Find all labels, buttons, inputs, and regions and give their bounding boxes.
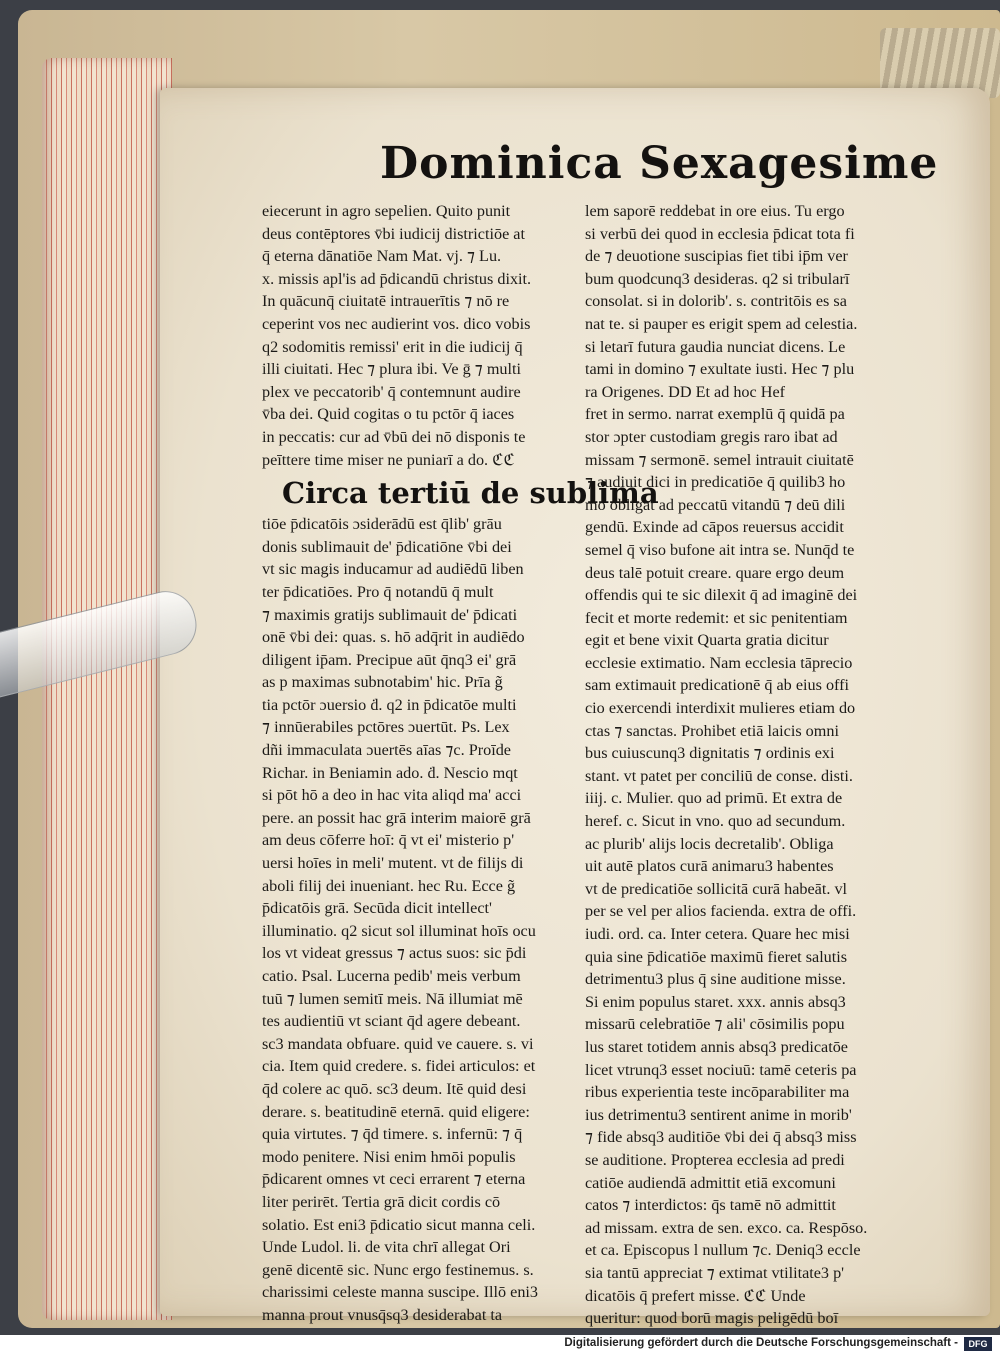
- text-line: ecclesie extimatio. Nam ecclesia tāprecio: [585, 653, 853, 672]
- text-line: sc3 mandata obfuare. quid ve cauere. s. vi: [262, 1034, 534, 1053]
- text-line: tes audientiū vt sciant q̄d agere debeant.: [262, 1012, 521, 1031]
- text-line: ter p̄dicatiōes. Pro q̄ notandū q̄ mult: [262, 582, 494, 601]
- text-line: queritur: quod borū magis peligēdū boī: [585, 1309, 839, 1328]
- text-line: pere. an possit hac grā interim maiorē grā: [262, 808, 531, 827]
- text-line: uit autē platos curā animaru3 habentes: [585, 857, 834, 876]
- text-line: genē dicentē sic. Nunc ergo festinemus. s.: [262, 1260, 534, 1279]
- text-line: los vt videat gressus ⁊ actus suos: sic p̄di: [262, 944, 527, 963]
- text-line: derare. s. beatitudinē eternā. quid eligere:: [262, 1102, 530, 1121]
- text-line: ad missam. extra de sen. exco. ca. Respōso.: [585, 1218, 868, 1237]
- text-line: stant. vt patet per conciliū de conse. disti.: [585, 766, 853, 785]
- text-line: vt sic magis inducamur ad audiēdū liben: [262, 560, 524, 579]
- left-column: [262, 200, 659, 1327]
- text-line: missarū celebratiōe ⁊ ali' cōsimilis popu: [585, 1015, 845, 1034]
- text-line: missam ⁊ sermonē. semel intrauit ciuitatē: [585, 450, 854, 469]
- text-line: ius detrimentu3 sentirent anime in morib': [585, 1105, 852, 1124]
- text-line: uersi hoīes in meli' mutent. vt de filijs di: [262, 854, 524, 873]
- text-line: cia. Item quid credere. s. fidei articulos: et: [262, 1057, 536, 1076]
- text-line: modo penitere. Nisi enim hmōi populis: [262, 1147, 516, 1166]
- text-line: in peccatis: cur ad v̄bū dei nō disponis te: [262, 427, 526, 446]
- right-column: [585, 200, 900, 1330]
- text-line: lus staret totidem annis absq3 predicatōe: [585, 1037, 848, 1056]
- text-line: solatio. Est eni3 p̄dicatio sicut manna celi.: [262, 1215, 536, 1234]
- left-column-bottom: [262, 513, 582, 1326]
- text-line: deus talē potuit creare. quare ergo deum: [585, 563, 845, 582]
- text-line: liter perirēt. Tertia grā dicit cordis cō: [262, 1192, 501, 1211]
- text-line: stor ɔpter custodiam gregis raro ibat ad: [585, 427, 838, 446]
- text-line: cio exercendi interdixit mulieres etiam do: [585, 699, 856, 718]
- text-line: Richar. in Beniamin ado. ḋ. Nescio mqt: [262, 763, 518, 782]
- left-column-top: [262, 200, 582, 471]
- text-line: tia pctōr ɔuersio ḋ. q2 in p̄dicatōe multi: [262, 695, 517, 714]
- text-line: si pōt hō a deo in hac vita aliqd ma' acci: [262, 786, 522, 805]
- text-line: heref. c. Sicut in vno. quo ad secundum.: [585, 812, 846, 831]
- text-line: charissimi celeste manna suscipe. Illō eni3: [262, 1283, 539, 1302]
- text-line: plex ve peccatorib' q̄ contemnunt audire: [262, 382, 521, 401]
- text-line: per se vel per alios facienda. extra de offi.: [585, 902, 857, 921]
- text-line: nat te. si pauper es erigit spem ad celestia.: [585, 314, 858, 333]
- text-line: ⁊ innūerabiles pctōres ɔuertūt. Ps. Lex: [262, 718, 510, 737]
- text-line: ac plurib' alijs locis decretalib'. Obliga: [585, 834, 834, 853]
- text-line: de ⁊ deuotione suscipias fiet tibi ip̄m ver: [585, 247, 848, 266]
- text-line: Si enim populus staret. xxx. annis absq3: [585, 992, 846, 1011]
- text-line: v̄ba dei. Quid cogitas o tu pctōr q̄ iaces: [262, 405, 515, 424]
- text-line: si letarī futura gaudia nunciat dicens. Le: [585, 337, 846, 356]
- text-line: vt de predicatiōe sollicitā curā habeāt. vl: [585, 879, 848, 898]
- text-line: quia virtutes. ⁊ q̄d timere. s. infernū: ⁊ q̄: [262, 1125, 523, 1144]
- text-line: q̄ eterna dānatiōe Nam Mat. vj. ⁊ Lu.: [262, 247, 502, 266]
- text-line: mo obligat ad peccatū vitandū ⁊ deū dili: [585, 495, 846, 514]
- text-line: sam extimauit predicationē q̄ ab eius offi: [585, 676, 850, 695]
- text-line: lem saporē reddebat in ore eius. Tu ergo: [585, 202, 845, 220]
- text-line: deus contēptores v̄bi iudicij districtiōe at: [262, 224, 525, 243]
- text-line: ⁊ audiuit dici in predicatiōe q̄ quilib3 ho: [585, 473, 846, 492]
- text-line: detrimentu3 plus q̄ sine auditione misse.: [585, 970, 846, 989]
- text-line: p̄dicatōis grā. Secūda dicit intellect': [262, 899, 492, 918]
- text-line: dicatōis q̄ prefert misse. ℭℭ Unde: [585, 1286, 806, 1305]
- text-line: aboli filij dei inueniant. hec Ru. Ecce g̃: [262, 876, 516, 895]
- text-line: sia tantū appreciat ⁊ extimat vtilitate3 p': [585, 1263, 845, 1282]
- text-line: fret in sermo. narrat exemplū q̄ quidā pa: [585, 405, 845, 424]
- text-line: bus cuiuscunq3 dignitatis ⁊ ordinis exi: [585, 744, 835, 763]
- text-line: manna prout vnusq̄sq3 desiderabat ta: [262, 1305, 503, 1324]
- section-subheading: Circa tertiū de sublima: [282, 476, 659, 511]
- text-line: q2 sodomitis remissi' erit in die iudicij q̄: [262, 337, 523, 356]
- text-line: as p maximas subnotabim' hic. Prīa g̃: [262, 673, 503, 692]
- text-line: et ca. Episcopus l nullum ⁊c. Deniq3 eccle: [585, 1241, 861, 1260]
- text-line: catiōe audiendā admittit etiā excomuni: [585, 1173, 836, 1192]
- text-line: quia sine p̄dicatiōe maximū fieret salutis: [585, 947, 848, 966]
- text-line: am deus cōferre hoī: q̄ vt ei' misterio p': [262, 831, 515, 850]
- text-line: q̄d colere ac quō. sc3 deum. Itē quid desi: [262, 1079, 527, 1098]
- text-line: bum quodcunq3 desideras. q2 si tribularī: [585, 269, 850, 288]
- text-line: consolat. si in dolorib'. s. contritōis es sa: [585, 292, 847, 311]
- text-line: onē v̄bi dei: quas. s. hō adq̄rit in audiēdo: [262, 628, 525, 647]
- text-line: ctas ⁊ sanctas. Prohibet etiā laicis omni: [585, 721, 839, 740]
- text-line: eiecerunt in agro sepelien. Quito punit: [262, 202, 511, 220]
- text-line: p̄dicarent omnes vt ceci errarent ⁊ eterna: [262, 1170, 526, 1189]
- text-line: licet vtrunq3 esset nociuū: tamē ceteris pa: [585, 1060, 857, 1079]
- text-line: iudi. ord. ca. Inter cetera. Quare hec misi: [585, 925, 850, 943]
- text-line: ra Origenes. DD Et ad hoc Hef: [585, 382, 786, 401]
- text-line: illuminatio. q2 sicut sol illuminat hoīs ocu: [262, 921, 536, 940]
- page-fore-edge: [42, 58, 172, 1320]
- text-line: ribus experientia teste incōparabiliter ma: [585, 1083, 850, 1102]
- text-line: offendis qui te sic dilexit q̄ ad imaginē dei: [585, 586, 858, 605]
- text-line: donis sublimauit de' p̄dicatiōne v̄bi dei: [262, 537, 512, 556]
- text-line: gendū. Exinde ad cāpos reuersus accidit: [585, 518, 844, 537]
- text-line: fecit et morte redemit: et sic penitentiam: [585, 608, 848, 627]
- text-line: x. missis apl'is ad p̄dicandū christus dixit.: [262, 269, 532, 288]
- text-line: se auditione. Propterea ecclesia ad predi: [585, 1150, 845, 1169]
- text-line: In quācunq̄ ciuitatē intrauerītis ⁊ nō re: [262, 292, 510, 311]
- text-line: Unde Ludol. li. de vita chrī allegat Ori: [262, 1238, 511, 1257]
- text-line: iiij. c. Mulier. quo ad primū. Et extra de: [585, 789, 843, 808]
- text-line: catos ⁊ interdictos: q̄s tamē nō admittit: [585, 1196, 836, 1215]
- text-line: illi ciuitati. Hec ⁊ plura ibi. Ve ḡ ⁊ multi: [262, 360, 522, 379]
- text-line: ceperint vos nec audierint vos. dico vobis: [262, 314, 531, 333]
- text-line: ⁊ maximis gratijs sublimauit de' p̄dicati: [262, 605, 518, 624]
- footer-credit: Digitalisierung gefördert durch die Deutsche Forschungsgemeinschaft -: [564, 1337, 958, 1349]
- text-line: tiōe p̄dicatōis ɔsiderādū est q̄lib' grāu: [262, 515, 502, 534]
- text-line: egit et bene vixit Quarta gratia dicitur: [585, 631, 829, 650]
- text-line: peīttere time miser ne puniarī a do. ℭℭ: [262, 450, 515, 469]
- text-line: tuū ⁊ lumen semitī meis. Nā illumiat mē: [262, 989, 523, 1008]
- text-line: diligent ip̄am. Precipue aūt q̄nq3 ei' grā: [262, 650, 517, 669]
- page-header: Dominica Sexagesime: [380, 138, 939, 189]
- text-line: catio. Psal. Lucerna pedib' meis verbum: [262, 967, 521, 985]
- dfg-logo: DFG: [964, 1337, 992, 1351]
- text-line: dñi immaculata ɔuertēs aīas ⁊c. Proīde: [262, 741, 511, 760]
- text-line: semel q̄ viso bufone ait intra se. Nunq̄d te: [585, 540, 855, 559]
- text-line: ⁊ fide absq3 auditiōe v̄bi dei q̄ absq3 miss: [585, 1128, 857, 1147]
- text-line: si verbū dei quod in ecclesia p̄dicat tota fi: [585, 224, 855, 243]
- text-line: tami in domino ⁊ exultate iusti. Hec ⁊ plu: [585, 360, 855, 379]
- footer-bar: [0, 1335, 1000, 1354]
